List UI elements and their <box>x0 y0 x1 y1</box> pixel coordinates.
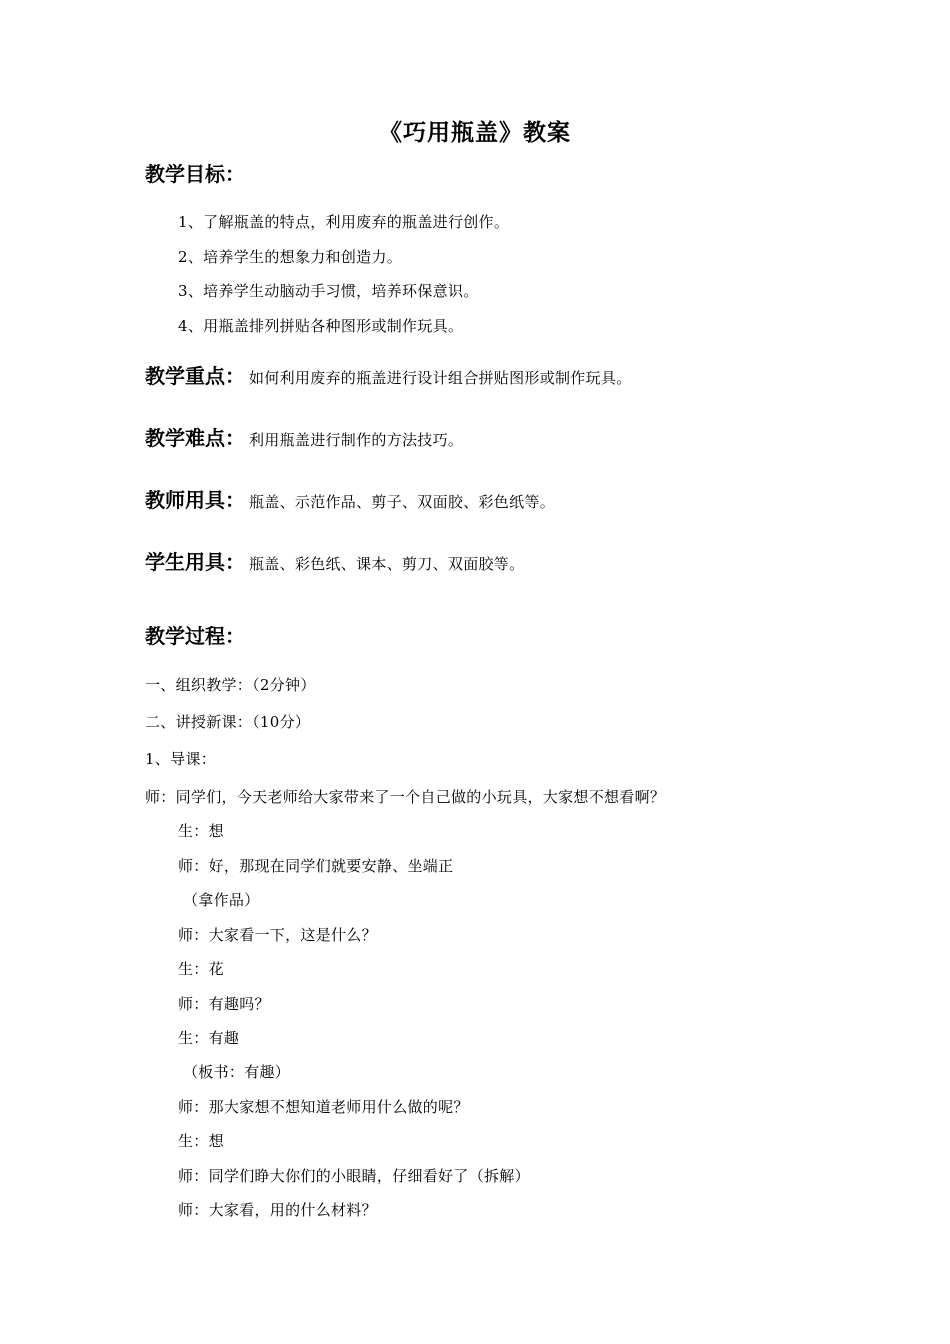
student-tools-row <box>145 546 524 575</box>
dialogue-line: 生：想 <box>178 1132 224 1150</box>
key-points-row <box>145 360 632 389</box>
dialogue-line: 师：那大家想不想知道老师用什么做的呢？ <box>178 1098 469 1116</box>
difficulties-value: 利用瓶盖进行制作的方法技巧。 <box>249 431 464 449</box>
objective-item: 1、了解瓶盖的特点，利用废弃的瓶盖进行创作。 <box>178 213 510 231</box>
objectives-heading: 教学目标： <box>145 162 245 186</box>
key-points-value: 如何利用废弃的瓶盖进行设计组合拼贴图形或制作玩具。 <box>249 369 632 387</box>
dialogue-line: （拿作品） <box>183 891 260 909</box>
difficulties-row <box>145 422 463 451</box>
dialogue-line: 师：大家看一下，这是什么？ <box>178 926 377 944</box>
dialogue-line: 生：有趣 <box>178 1029 240 1047</box>
student-tools-label: 学生用具： <box>145 550 245 574</box>
process-step: 二、讲授新课：（10分） <box>145 713 311 731</box>
process-step: 1、导课： <box>145 750 217 768</box>
teacher-tools-label: 教师用具： <box>145 488 245 512</box>
document-title: 《巧用瓶盖》教案 <box>379 120 571 146</box>
objective-item: 2、培养学生的想象力和创造力。 <box>178 248 403 266</box>
teacher-tools-value: 瓶盖、示范作品、剪子、双面胶、彩色纸等。 <box>249 493 556 511</box>
dialogue-line: 师：大家看，用的什么材料？ <box>178 1201 377 1219</box>
teacher-tools-row <box>145 484 555 513</box>
dialogue-line: 生：想 <box>178 822 224 840</box>
process-intro: 师：同学们，今天老师给大家带来了一个自己做的小玩具，大家想不想看啊？ <box>145 788 666 806</box>
objective-item: 3、培养学生动脑动手习惯，培养环保意识。 <box>178 282 479 300</box>
dialogue-line: （板书：有趣） <box>183 1063 291 1081</box>
difficulties-label: 教学难点： <box>145 426 245 450</box>
dialogue-line: 师：有趣吗？ <box>178 995 270 1013</box>
dialogue-line: 师：好，那现在同学们就要安静、坐端正 <box>178 857 454 875</box>
key-points-label: 教学重点： <box>145 364 245 388</box>
dialogue-line: 师：同学们睁大你们的小眼睛，仔细看好了（拆解） <box>178 1167 530 1185</box>
student-tools-value: 瓶盖、彩色纸、课本、剪刀、双面胶等。 <box>249 555 525 573</box>
dialogue-line: 生：花 <box>178 960 224 978</box>
process-heading: 教学过程： <box>145 624 245 648</box>
objective-item: 4、用瓶盖排列拼贴各种图形或制作玩具。 <box>178 317 464 335</box>
process-step: 一、组织教学：（2分钟） <box>145 676 316 694</box>
